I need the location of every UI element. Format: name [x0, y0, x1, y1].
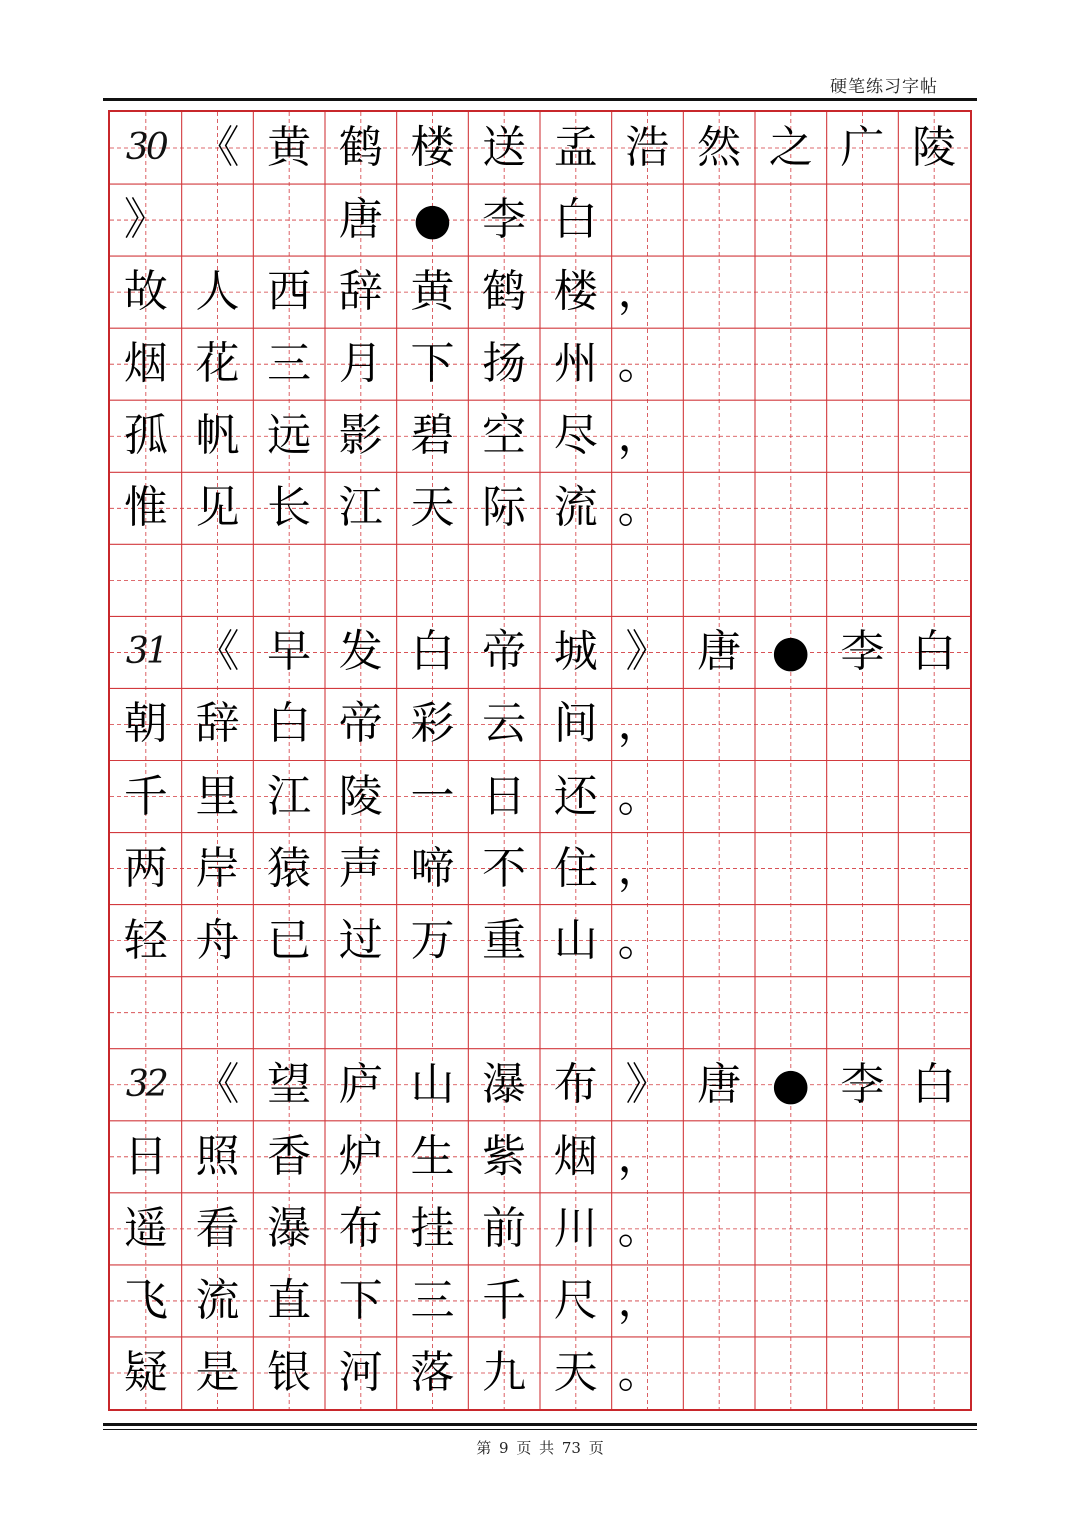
character-cell: 浩 — [625, 122, 670, 174]
empty-cell — [898, 1337, 970, 1409]
character-cell: 》 — [123, 194, 168, 246]
empty-cell — [755, 256, 827, 328]
character-cell: 《 — [195, 122, 240, 174]
character-cell: 扬 — [482, 338, 527, 390]
character-cell: 惟 — [123, 482, 168, 534]
empty-cell — [683, 256, 755, 328]
empty-cell — [827, 905, 899, 977]
empty-cell — [683, 1193, 755, 1265]
grid-row — [110, 616, 970, 688]
character-cell: 千 — [482, 1274, 527, 1326]
empty-cell — [110, 544, 182, 616]
empty-cell — [827, 833, 899, 905]
empty-cell — [468, 977, 540, 1049]
character-cell: 帆 — [195, 410, 240, 462]
empty-cell — [898, 1193, 970, 1265]
grid-row — [110, 184, 970, 256]
character-cell: 白 — [410, 626, 455, 678]
grid-row — [110, 112, 970, 184]
punctuation: ， — [617, 1130, 662, 1182]
character-cell: 然 — [697, 122, 742, 174]
character-cell: 孤 — [123, 410, 168, 462]
character-cell: 白 — [267, 698, 312, 750]
character-cell: 重 — [482, 914, 527, 966]
empty-cell — [755, 688, 827, 760]
grid-row — [110, 833, 970, 905]
empty-cell — [540, 544, 612, 616]
punctuation: ， — [617, 410, 662, 462]
character-cell: 唐 — [338, 194, 383, 246]
punctuation: 。 — [617, 770, 662, 822]
empty-cell — [683, 833, 755, 905]
empty-cell — [182, 184, 254, 256]
character-cell: 日 — [123, 1130, 168, 1182]
character-cell: 前 — [482, 1202, 527, 1254]
empty-cell — [755, 1193, 827, 1265]
character-cell: 鹤 — [482, 266, 527, 318]
character-cell: 庐 — [338, 1058, 383, 1110]
character-cell: 流 — [553, 482, 598, 534]
footer-rule-thin — [103, 1429, 977, 1430]
empty-cell — [827, 1121, 899, 1193]
header-title: 硬笔练习字帖 — [830, 77, 938, 97]
empty-cell — [683, 1265, 755, 1337]
character-cell: 《 — [195, 1058, 240, 1110]
character-cell: 望 — [267, 1058, 312, 1110]
character-cell: 之 — [768, 122, 813, 174]
punctuation: ， — [617, 266, 662, 318]
character-cell: 天 — [410, 482, 455, 534]
character-cell: 唐 — [697, 1058, 742, 1110]
character-cell: 楼 — [553, 266, 598, 318]
grid-row — [110, 256, 970, 328]
empty-cell — [683, 1337, 755, 1409]
character-cell: 烟 — [553, 1130, 598, 1182]
character-cell: 远 — [267, 410, 312, 462]
character-cell: 人 — [195, 266, 240, 318]
character-cell: 香 — [267, 1130, 312, 1182]
character-cell: 》 — [625, 626, 670, 678]
character-cell: 声 — [338, 842, 383, 894]
poem-number: 32 — [125, 1063, 166, 1105]
empty-cell — [827, 977, 899, 1049]
empty-cell — [898, 256, 970, 328]
empty-cell — [827, 544, 899, 616]
empty-cell — [182, 544, 254, 616]
empty-cell — [612, 184, 684, 256]
grid-row — [110, 400, 970, 472]
character-cell: 炉 — [338, 1130, 383, 1182]
character-cell: 落 — [410, 1346, 455, 1398]
character-cell: 两 — [123, 842, 168, 894]
character-cell: 辞 — [338, 266, 383, 318]
empty-cell — [898, 688, 970, 760]
character-cell: 江 — [267, 770, 312, 822]
empty-cell — [683, 905, 755, 977]
character-cell: 里 — [195, 770, 240, 822]
empty-cell — [755, 905, 827, 977]
character-cell: 疑 — [123, 1346, 168, 1398]
character-cell: 三 — [410, 1274, 455, 1326]
punctuation: ， — [617, 698, 662, 750]
character-cell: 下 — [410, 338, 455, 390]
empty-cell — [683, 400, 755, 472]
practice-grid — [108, 110, 972, 1411]
character-cell: 山 — [410, 1058, 455, 1110]
character-cell: 楼 — [410, 122, 455, 174]
empty-cell — [325, 977, 397, 1049]
empty-cell — [755, 328, 827, 400]
empty-cell — [683, 328, 755, 400]
empty-cell — [110, 977, 182, 1049]
character-cell: 际 — [482, 482, 527, 534]
empty-cell — [540, 977, 612, 1049]
empty-cell — [898, 1121, 970, 1193]
empty-cell — [827, 688, 899, 760]
character-cell: 还 — [553, 770, 598, 822]
empty-cell — [683, 688, 755, 760]
character-cell: 紫 — [482, 1130, 527, 1182]
grid-row — [110, 977, 970, 1049]
empty-cell — [683, 1121, 755, 1193]
character-cell: 看 — [195, 1202, 240, 1254]
character-cell: 舟 — [195, 914, 240, 966]
character-cell: 朝 — [123, 698, 168, 750]
empty-cell — [898, 328, 970, 400]
character-cell: 影 — [338, 410, 383, 462]
character-cell: 早 — [267, 626, 312, 678]
empty-cell — [755, 184, 827, 256]
character-cell: 城 — [553, 626, 598, 678]
character-cell: 州 — [553, 338, 598, 390]
character-cell: 一 — [410, 770, 455, 822]
grid-row — [110, 1049, 970, 1121]
empty-cell — [827, 256, 899, 328]
poem-number: 31 — [125, 631, 166, 673]
punctuation: ， — [617, 1274, 662, 1326]
character-cell: 辞 — [195, 698, 240, 750]
character-cell: 碧 — [410, 410, 455, 462]
grid-row — [110, 544, 970, 616]
character-cell: 过 — [338, 914, 383, 966]
empty-cell — [755, 977, 827, 1049]
character-cell: 月 — [338, 338, 383, 390]
empty-cell — [755, 761, 827, 833]
empty-cell — [898, 184, 970, 256]
character-cell: 孟 — [553, 122, 598, 174]
character-cell: 陵 — [912, 122, 957, 174]
grid-row — [110, 688, 970, 760]
empty-cell — [898, 472, 970, 544]
empty-cell — [827, 184, 899, 256]
grid-row — [110, 1121, 970, 1193]
character-cell: 布 — [338, 1202, 383, 1254]
character-cell: 黄 — [267, 122, 312, 174]
character-cell: ● — [413, 194, 452, 246]
character-cell: 猿 — [267, 842, 312, 894]
character-cell: 烟 — [123, 338, 168, 390]
empty-cell — [827, 761, 899, 833]
empty-cell — [827, 328, 899, 400]
character-cell: 尽 — [553, 410, 598, 462]
character-cell: 唐 — [697, 626, 742, 678]
character-cell: 啼 — [410, 842, 455, 894]
character-cell: 住 — [553, 842, 598, 894]
character-cell: 江 — [338, 482, 383, 534]
character-cell: 瀑 — [267, 1202, 312, 1254]
character-cell: 万 — [410, 914, 455, 966]
character-cell: 白 — [912, 626, 957, 678]
empty-cell — [253, 184, 325, 256]
character-cell: 已 — [267, 914, 312, 966]
character-cell: 三 — [267, 338, 312, 390]
character-cell: 照 — [195, 1130, 240, 1182]
grid-row — [110, 761, 970, 833]
character-cell: 间 — [553, 698, 598, 750]
empty-cell — [755, 544, 827, 616]
character-cell: ● — [771, 1058, 810, 1110]
grid-row — [110, 1265, 970, 1337]
empty-cell — [898, 977, 970, 1049]
empty-cell — [612, 977, 684, 1049]
empty-cell — [182, 977, 254, 1049]
empty-cell — [755, 1265, 827, 1337]
grid-row — [110, 905, 970, 977]
character-cell: 彩 — [410, 698, 455, 750]
character-cell: 岸 — [195, 842, 240, 894]
character-cell: 李 — [840, 1058, 885, 1110]
empty-cell — [683, 184, 755, 256]
character-cell: 云 — [482, 698, 527, 750]
character-cell: 银 — [267, 1346, 312, 1398]
character-cell: 故 — [123, 266, 168, 318]
empty-cell — [827, 1193, 899, 1265]
empty-cell — [827, 472, 899, 544]
empty-cell — [898, 905, 970, 977]
character-cell: 见 — [195, 482, 240, 534]
character-cell: 生 — [410, 1130, 455, 1182]
empty-cell — [755, 833, 827, 905]
punctuation: 。 — [617, 1346, 662, 1398]
character-cell: 李 — [482, 194, 527, 246]
character-cell: 西 — [267, 266, 312, 318]
character-cell: 直 — [267, 1274, 312, 1326]
empty-cell — [468, 544, 540, 616]
empty-cell — [325, 544, 397, 616]
punctuation: 。 — [617, 338, 662, 390]
character-cell: 流 — [195, 1274, 240, 1326]
empty-cell — [612, 544, 684, 616]
grid-row — [110, 1193, 970, 1265]
character-cell: 长 — [267, 482, 312, 534]
character-cell: 九 — [482, 1346, 527, 1398]
character-cell: 李 — [840, 626, 885, 678]
character-cell: 飞 — [123, 1274, 168, 1326]
empty-cell — [827, 1337, 899, 1409]
character-cell: 轻 — [123, 914, 168, 966]
page-number: 第 9 页 共 73 页 — [476, 1439, 604, 1457]
character-cell: ● — [771, 626, 810, 678]
empty-cell — [755, 472, 827, 544]
empty-cell — [683, 544, 755, 616]
character-cell: 广 — [840, 122, 885, 174]
character-cell: 布 — [553, 1058, 598, 1110]
empty-cell — [898, 833, 970, 905]
empty-cell — [755, 400, 827, 472]
character-cell: 发 — [338, 626, 383, 678]
punctuation: ， — [617, 842, 662, 894]
empty-cell — [827, 400, 899, 472]
character-cell: 是 — [195, 1346, 240, 1398]
character-cell: 瀑 — [482, 1058, 527, 1110]
empty-cell — [253, 544, 325, 616]
grid-row — [110, 328, 970, 400]
character-cell: 《 — [195, 626, 240, 678]
character-cell: 不 — [482, 842, 527, 894]
character-cell: 山 — [553, 914, 598, 966]
empty-cell — [898, 761, 970, 833]
footer-rule — [103, 1423, 977, 1426]
character-cell: 尺 — [553, 1274, 598, 1326]
empty-cell — [898, 544, 970, 616]
empty-cell — [898, 1265, 970, 1337]
character-cell: 》 — [625, 1058, 670, 1110]
character-cell: 白 — [553, 194, 598, 246]
character-cell: 空 — [482, 410, 527, 462]
empty-cell — [683, 977, 755, 1049]
empty-cell — [253, 977, 325, 1049]
punctuation: 。 — [617, 914, 662, 966]
grid-row — [110, 472, 970, 544]
poem-number: 30 — [125, 127, 166, 169]
character-cell: 天 — [553, 1346, 598, 1398]
empty-cell — [755, 1337, 827, 1409]
character-cell: 帝 — [482, 626, 527, 678]
character-cell: 川 — [553, 1202, 598, 1254]
character-cell: 挂 — [410, 1202, 455, 1254]
empty-cell — [827, 1265, 899, 1337]
empty-cell — [397, 544, 469, 616]
character-cell: 白 — [912, 1058, 957, 1110]
empty-cell — [755, 1121, 827, 1193]
character-cell: 鹤 — [338, 122, 383, 174]
character-cell: 黄 — [410, 266, 455, 318]
character-cell: 日 — [482, 770, 527, 822]
punctuation: 。 — [617, 482, 662, 534]
character-cell: 陵 — [338, 770, 383, 822]
header-rule — [103, 98, 977, 101]
character-cell: 下 — [338, 1274, 383, 1326]
character-cell: 花 — [195, 338, 240, 390]
character-cell: 帝 — [338, 698, 383, 750]
character-cell: 河 — [338, 1346, 383, 1398]
character-cell: 千 — [123, 770, 168, 822]
grid-row — [110, 1337, 970, 1409]
empty-cell — [397, 977, 469, 1049]
empty-cell — [683, 472, 755, 544]
empty-cell — [898, 400, 970, 472]
empty-cell — [683, 761, 755, 833]
punctuation: 。 — [617, 1202, 662, 1254]
character-cell: 送 — [482, 122, 527, 174]
character-cell: 遥 — [123, 1202, 168, 1254]
grid-cells — [110, 112, 970, 1409]
